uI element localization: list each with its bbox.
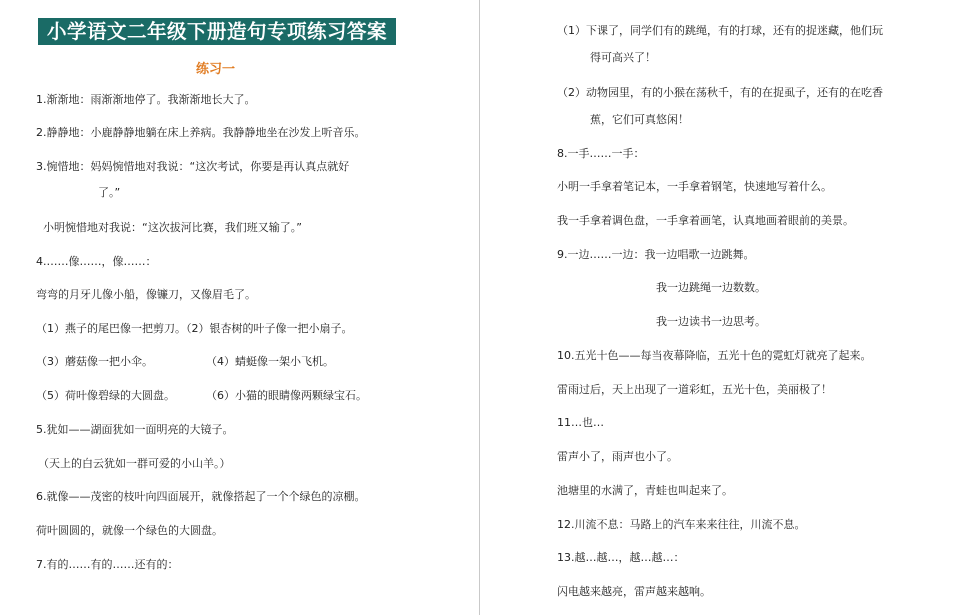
page-title: 小学语文二年级下册造句专项练习答案 xyxy=(38,18,396,45)
left-line-4: 了。” xyxy=(98,186,121,199)
left-line-9: （3）蘑菇像一把小伞。 xyxy=(36,355,153,368)
left-line-11: （5）荷叶像碧绿的大圆盘。 xyxy=(36,389,175,402)
left-line-7: 弯弯的月牙儿像小船，像镰刀，又像眉毛了。 xyxy=(36,288,256,301)
left-line-14: （天上的白云犹如一群可爱的小山羊。） xyxy=(38,457,231,470)
right-line-12: 雷雨过后，天上出现了一道彩虹，五光十色，美丽极了！ xyxy=(557,383,832,396)
left-line-2: 2.静静地：小鹿静静地躺在床上养病。我静静地坐在沙发上听音乐。 xyxy=(36,126,366,139)
right-line-18: 闪电越来越亮，雷声越来越响。 xyxy=(557,585,711,598)
right-line-4: 蕉，它们可真悠闲！ xyxy=(590,113,689,126)
right-line-7: 我一手拿着调色盘，一手拿着画笔，认真地画着眼前的美景。 xyxy=(557,214,854,227)
right-line-10: 我一边读书一边思考。 xyxy=(656,315,766,328)
left-line-12: （6）小猫的眼睛像两颗绿宝石。 xyxy=(206,389,367,402)
left-line-15: 6.就像——茂密的枝叶向四面展开，就像搭起了一个个绿色的凉棚。 xyxy=(36,490,366,503)
right-line-16: 12.川流不息：马路上的汽车来来往往，川流不息。 xyxy=(557,518,806,531)
right-line-3: （2）动物园里，有的小猴在荡秋千，有的在捉虱子，还有的在吃香 xyxy=(557,86,883,99)
right-line-2: 得可高兴了！ xyxy=(590,51,656,64)
left-line-16: 荷叶圆圆的，就像一个绿色的大圆盘。 xyxy=(36,524,223,537)
right-line-5: 8.一手……一手： xyxy=(557,147,645,160)
right-line-8: 9.一边……一边：我一边唱歌一边跳舞。 xyxy=(557,248,755,261)
right-line-15: 池塘里的水满了，青蛙也叫起来了。 xyxy=(557,484,733,497)
right-line-1: （1）下课了，同学们有的跳绳，有的打球，还有的捉迷藏，他们玩 xyxy=(557,24,883,37)
right-line-13: 11…也… xyxy=(557,416,604,429)
section-heading: 练习一 xyxy=(196,62,236,77)
left-line-10: （4）蜻蜓像一架小飞机。 xyxy=(206,355,334,368)
left-line-3: 3.惋惜地：妈妈惋惜地对我说：“这次考试，你要是再认真点就好 xyxy=(36,160,350,173)
left-line-13: 5.犹如——湖面犹如一面明亮的大镜子。 xyxy=(36,423,234,436)
right-line-14: 雷声小了，雨声也小了。 xyxy=(557,450,678,463)
left-line-8: （1）燕子的尾巴像一把剪刀。（2）银杏树的叶子像一把小扇子。 xyxy=(36,322,353,335)
page-divider xyxy=(479,0,480,615)
right-line-11: 10.五光十色——每当夜幕降临，五光十色的霓虹灯就亮了起来。 xyxy=(557,349,872,362)
left-line-6: 4.……像……，像……： xyxy=(36,255,157,268)
left-line-1: 1.渐渐地：雨渐渐地停了。我渐渐地长大了。 xyxy=(36,93,256,106)
left-line-5: 小明惋惜地对我说：“这次拔河比赛，我们班又输了。” xyxy=(43,221,302,234)
left-line-17: 7.有的……有的……还有的： xyxy=(36,558,179,571)
right-line-17: 13.越…越…，越…越…： xyxy=(557,551,685,564)
right-line-6: 小明一手拿着笔记本，一手拿着钢笔，快速地写着什么。 xyxy=(557,180,832,193)
right-line-9: 我一边跳绳一边数数。 xyxy=(656,281,766,294)
